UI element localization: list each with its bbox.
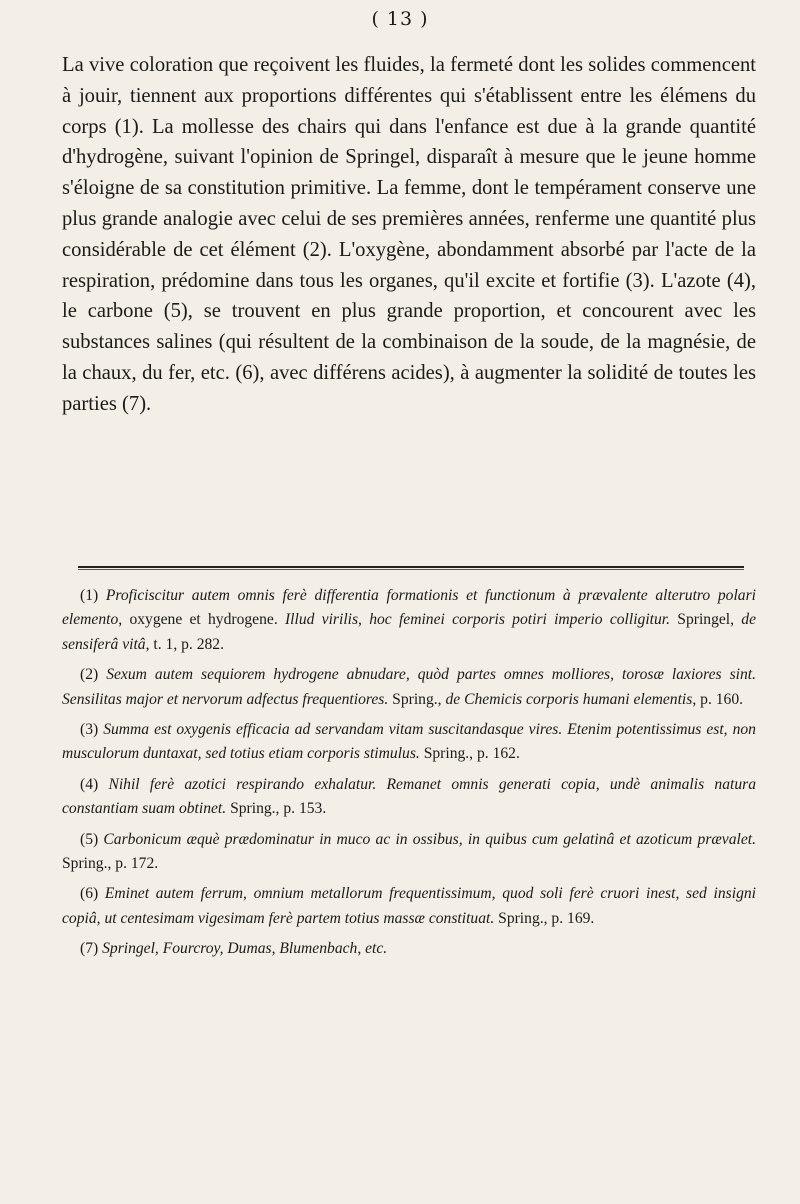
footnote-italic-text: Nihil ferè azotici respirando exhalatur. Remanet omnis generati copia, undè animalis natura constantiam suam obtinet. <box>62 775 756 818</box>
page-number: ( 13 ) <box>371 8 429 30</box>
footnote-roman-text: , p. 160. <box>692 690 744 708</box>
footnote-number: (3) <box>80 721 104 739</box>
footnote-italic-text: Carbonicum æquè prædominatur in muco ac in ossibus, in quibus cum gelatinâ et azoticum prævalet. <box>103 830 756 848</box>
footnote-6 <box>62 882 756 931</box>
footnote-number: (5) <box>80 830 104 848</box>
footnote-roman-text: Spring., <box>388 690 446 708</box>
footnote-number: (6) <box>80 885 105 903</box>
footnote-number: (4) <box>80 775 109 793</box>
footnote-number: (1) <box>80 587 106 604</box>
footnote-2 <box>62 663 756 712</box>
footnote-roman-text: Springel, <box>670 611 742 629</box>
footnote-italic-text: Eminet autem ferrum, omnium metallorum frequentissimum, quod soli ferè cruori inest, sed insigni copiâ, ut centesimam vigesimam ferè partem totius massæ constituat. <box>62 885 756 927</box>
footnote-italic-text: Summa est oxygenis efficacia ad servandam vitam suscitandasque vires. Etenim potentissimus est, non musculorum duntaxat, sed totius etiam corporis stimulus. <box>62 721 756 763</box>
footnote-roman-text: , t. 1, p. 282. <box>145 635 224 653</box>
footnote-roman-text: Spring., p. 162. <box>419 745 520 763</box>
footnote-number: (7) <box>80 940 103 958</box>
footnote-roman-text: Spring., p. 172. <box>62 855 159 873</box>
footnote-3 <box>62 718 756 767</box>
footnote-roman-text: Spring., p. 169. <box>494 909 595 927</box>
main-text <box>62 50 756 420</box>
footnote-5 <box>62 828 756 877</box>
footnotes <box>62 584 756 968</box>
footnote-italic-text: Proficiscitur autem omnis ferè differentia formationis et functionum à prævalente alterutro polari elemento <box>62 587 756 629</box>
footnote-italic-text: de Chemicis corporis humani elementis <box>445 690 693 708</box>
footnote-1 <box>62 584 756 657</box>
footnote-divider-thin <box>78 569 744 570</box>
footnote-roman-text: Spring., p. 153. <box>226 800 327 818</box>
footnote-7 <box>62 937 756 961</box>
footnote-number: (2) <box>80 666 107 684</box>
footnote-divider <box>78 566 744 568</box>
footnote-roman-text: , oxygene et hydrogene. <box>118 611 285 629</box>
footnote-4 <box>62 773 756 822</box>
main-paragraph: La vive coloration que reçoivent les fluides, la fermeté dont les solides commencent à jouir, tiennent aux proportions différentes qui s'établissent entre les élémens du corps (1). La mollesse des chairs qui dans l'enfance est due à la grande quantité d'hydrogène, suivant l'opinion de Springel, disparaît à mesure que le jeune homme s'éloigne de sa constitution primitive. La femme, dont le tempérament conserve une plus grande analogie avec celui de ses premières années, renferme une quantité plus considérable de cet élément (2). L'oxygène, abondamment absorbé par l'acte de la respiration, prédomine dans tous les organes, qu'il excite et fortifie (3). L'azote (4), le carbone (5), se trouvent en plus grande proportion, et concourent avec les substances salines (qui résultent de la combinaison de la soude, de la magnésie, de la chaux, du fer, etc. (6), avec différens acides), à augmenter la solidité de toutes les parties (7). <box>62 54 756 415</box>
footnote-italic-text: Sexum autem sequiorem hydrogene abnudare, quòd partes omnes molliores, torosæ laxiores sint. Sensilitas major et nervorum adfectus frequentiores. <box>62 666 756 708</box>
footnote-italic-text: Illud virilis, hoc feminei corporis potiri imperio colligitur. <box>284 611 671 629</box>
footnote-italic-text: de sensiferâ vitâ <box>62 611 756 653</box>
footnote-italic-text: Springel, Fourcroy, Dumas, Blumenbach, etc. <box>102 940 388 958</box>
